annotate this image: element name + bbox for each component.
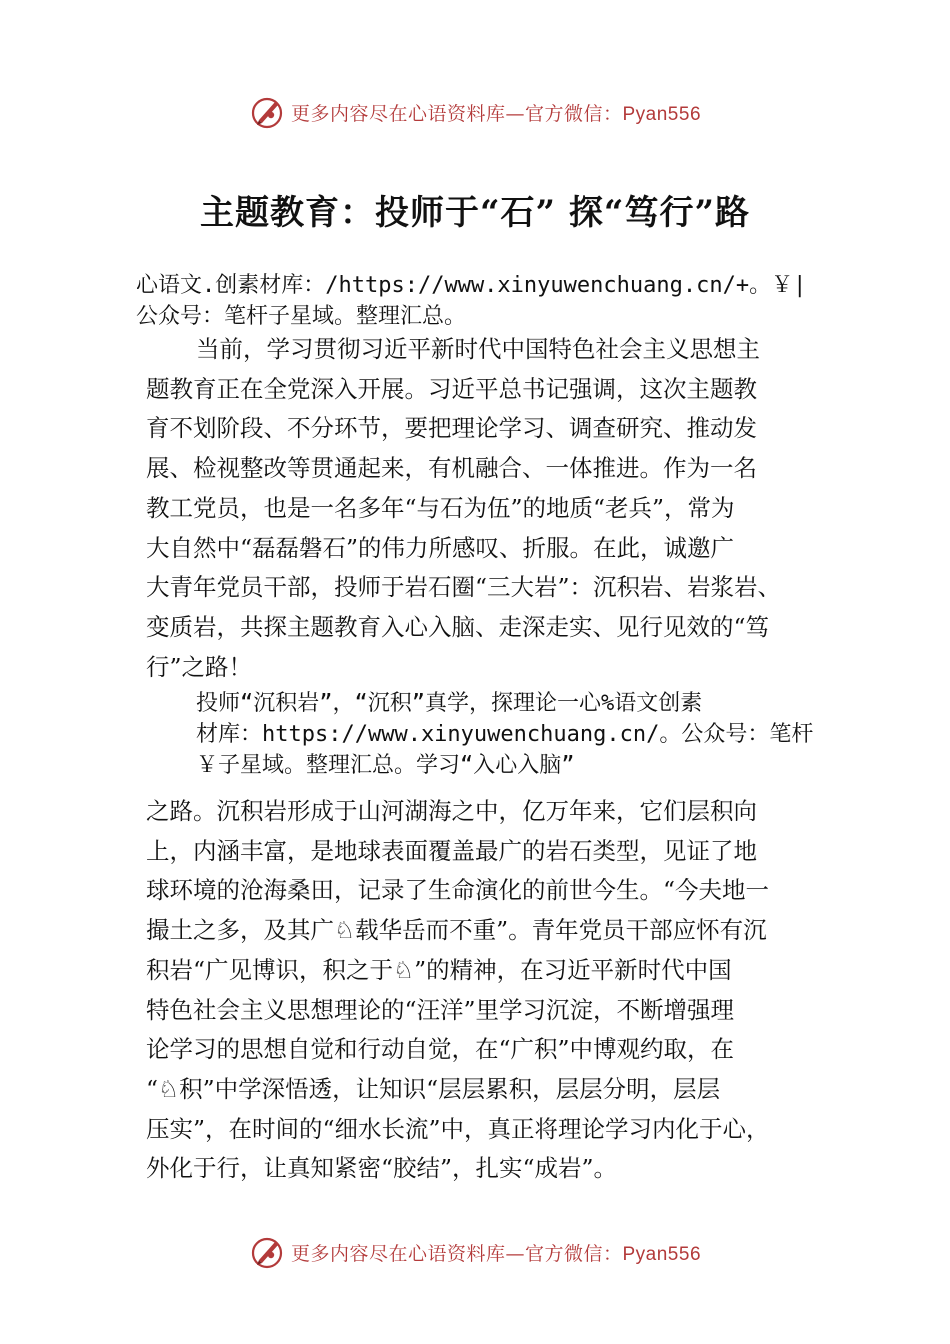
footer-banner <box>0 1232 950 1272</box>
paragraph-line: 之路。沉积岩形成于山河湖海之中，亿万年来，它们层积向 <box>146 797 757 825</box>
source-line-2: 公众号：笔杆子星域。整理汇总。 <box>136 304 467 329</box>
paragraph-line: 论学习的思想自觉和行动自觉，在“广积”中博观约取，在 <box>146 1035 735 1064</box>
paragraph-line: 行”之路！ <box>146 652 253 681</box>
paragraph-line: 特色社会主义思想理论的“汪洋”里学习沉淀，不断增强理 <box>146 995 735 1024</box>
section-heading-line-3: ￥子星域。整理汇总。学习“入心入脑” <box>196 753 575 778</box>
paragraph-line: 压实”，在时间的“细水长流”中，真正将理论学习内化于心， <box>146 1114 770 1143</box>
paragraph-line: 撮土之多，及其广♘载华岳而不重”。青年党员干部应怀有沉 <box>146 916 767 945</box>
wechat-id: Pyan556 <box>622 103 702 125</box>
paragraph-line: 上，内涵丰富，是地球表面覆盖最广的岩石类型，见证了地 <box>146 836 757 865</box>
source-line-1: 心语文.创素材库：/https://www.xinyuwenchuang.cn/+。￥| <box>136 273 807 298</box>
paragraph-line: 题教育正在全党深入开展。习近平总书记强调，这次主题教 <box>146 374 757 403</box>
paragraph-line: 积岩“广见博识，积之于♘”的精神，在习近平新时代中国 <box>146 955 732 984</box>
paragraph-line: 变质岩，共探主题教育入心入脑、走深走实、见行见效的“笃 <box>146 612 770 641</box>
paragraph-line: 展、检视整改等贯通起来，有机融合、一体推进。作为一名 <box>146 454 757 483</box>
pen-logo-icon <box>249 94 285 130</box>
paragraph-line: “♘积”中学深悟透，让知识“层层累积，层层分明，层层 <box>146 1074 721 1103</box>
section-heading-block <box>196 688 813 781</box>
document-title: 主题教育：投师于“石” 探“笃行”路 <box>199 193 751 233</box>
paragraph-line: 外化于行，让真知紧密“胶结”，扎实“成岩”。 <box>146 1154 618 1183</box>
footer-banner-text: 更多内容尽在心语资料库—官方微信：Pyan556 <box>290 1242 702 1265</box>
paragraph-line: 当前，学习贯彻习近平新时代中国特色社会主义思想主 <box>196 335 760 363</box>
source-watermark-block <box>136 270 806 332</box>
paragraph-line: 育不划阶段、不分环节，要把理论学习、调查研究、推动发 <box>146 414 757 443</box>
paragraph-line: 大青年党员干部，投师于岩石圈“三大岩”：沉积岩、岩浆岩、 <box>146 573 782 602</box>
intro-paragraph <box>146 330 781 687</box>
wechat-id: Pyan556 <box>622 1243 702 1265</box>
body-paragraph <box>146 792 770 1189</box>
pen-logo-icon <box>249 1234 285 1270</box>
section-heading-line-2: 材库：https://www.xinyuwenchuang.cn/。公众号：笔杆 <box>196 722 814 747</box>
paragraph-line: 教工党员，也是一名多年“与石为伍”的地质“老兵”，常为 <box>146 493 735 522</box>
section-heading-line-1: 投师“沉积岩”，“沉积”真学，探理论一心%语文创素 <box>196 691 703 716</box>
paragraph-line: 大自然中“磊磊磐石”的伟力所感叹、折服。在此，诚邀广 <box>146 533 735 562</box>
header-banner <box>0 92 950 132</box>
header-banner-text: 更多内容尽在心语资料库—官方微信：Pyan556 <box>290 102 702 125</box>
paragraph-line: 球环境的沧海桑田，记录了生命演化的前世今生。“今夫地一 <box>146 876 770 905</box>
